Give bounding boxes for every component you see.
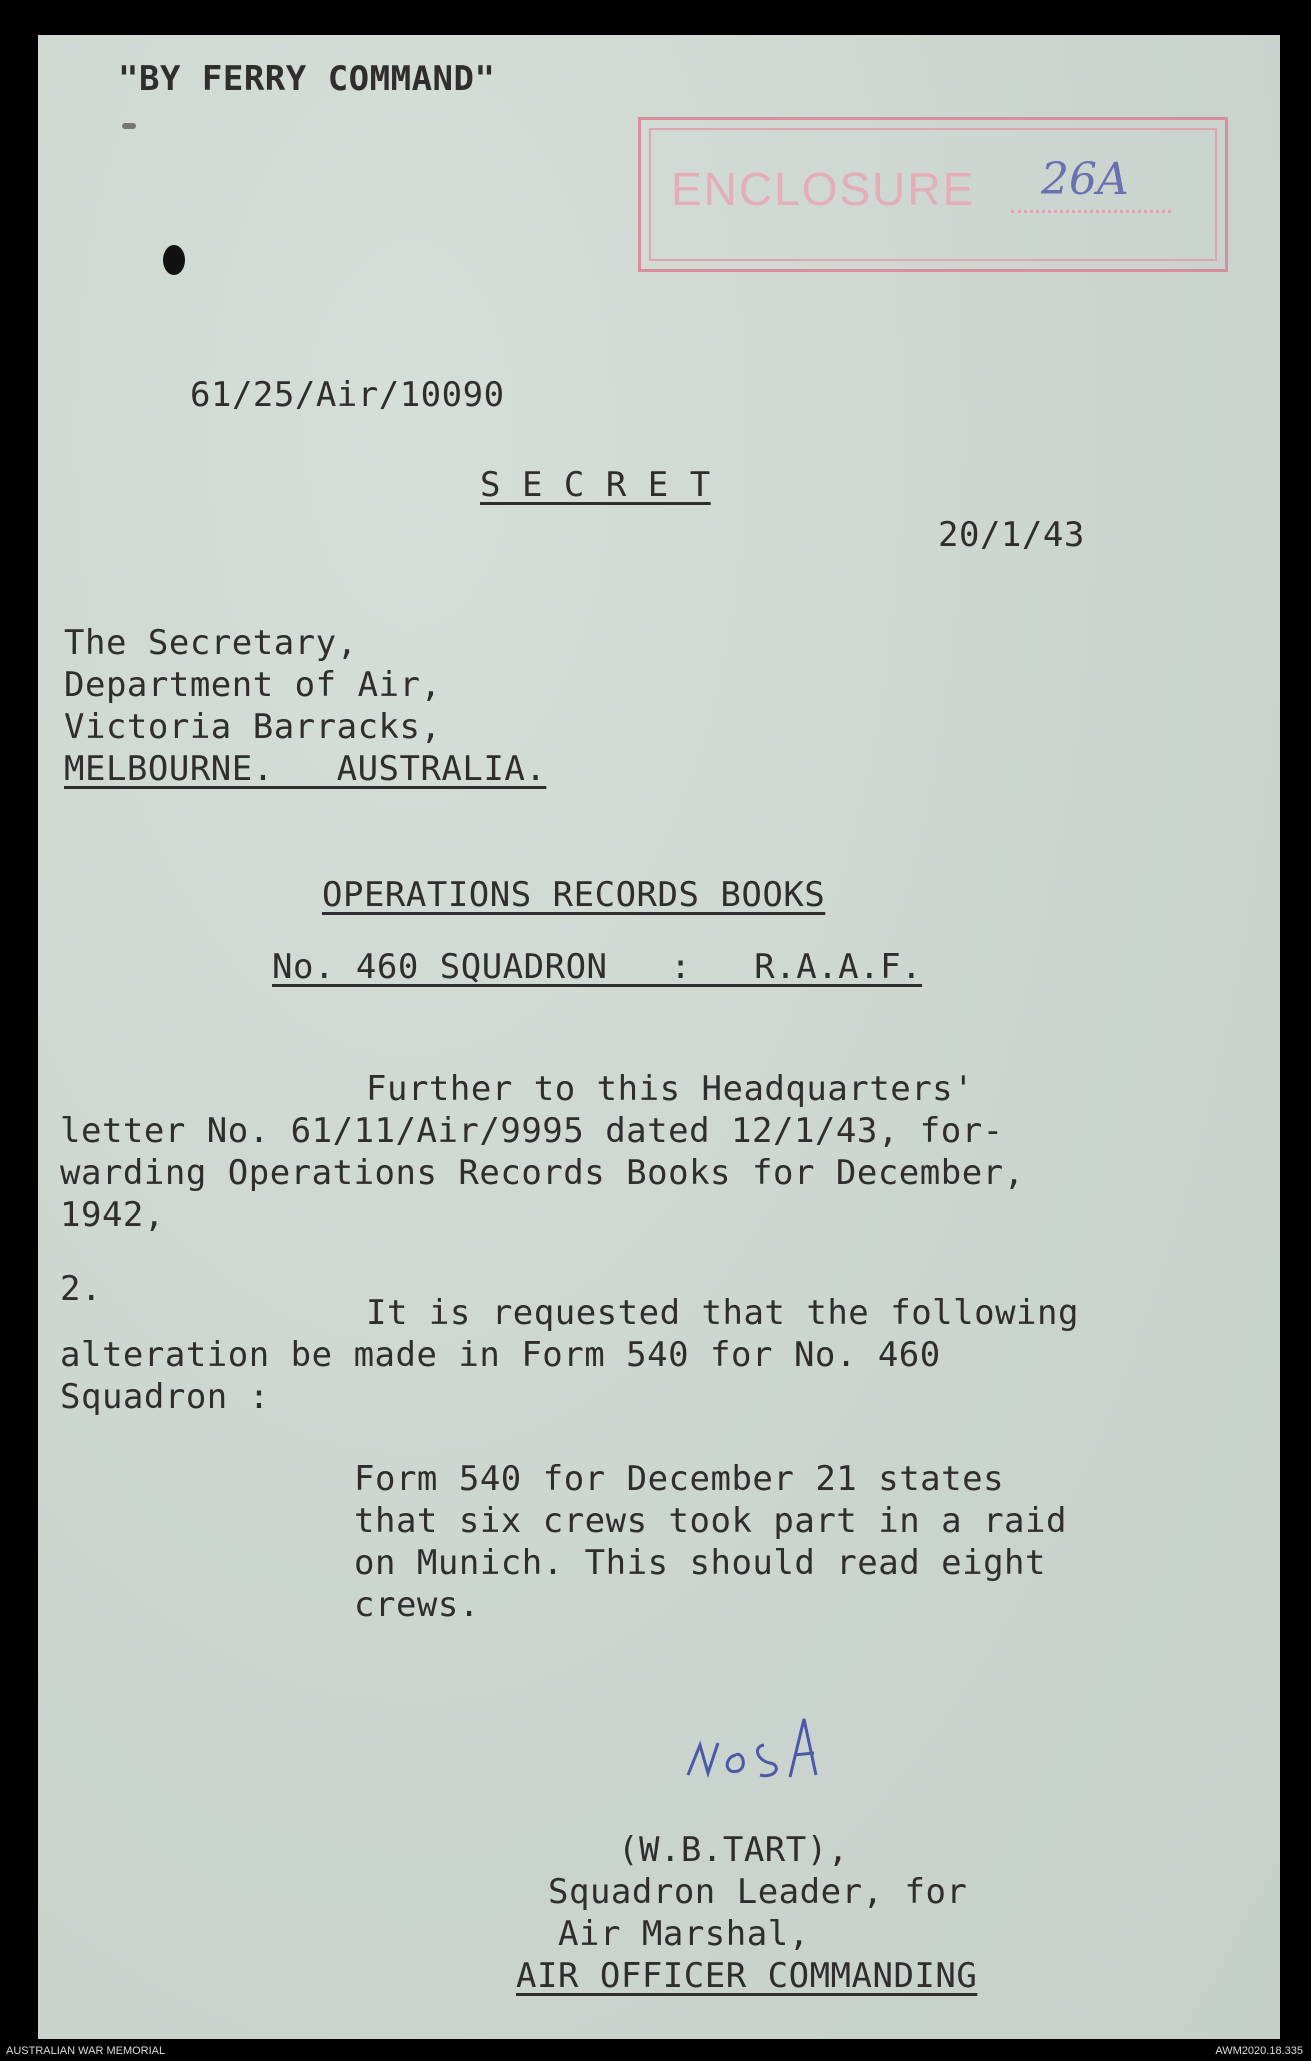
quoted-text: Form 540 for December 21 states [354,1459,1005,1499]
stamp-label: ENCLOSURE [671,163,976,215]
archive-credit: AUSTRALIAN WAR MEMORIAL [6,2045,166,2057]
punch-hole [163,245,185,275]
body-text: It is requested that the following [366,1293,1079,1333]
signatory-name: (W.B.TART), [618,1830,849,1870]
body-text: Squadron : [60,1377,270,1417]
address-line: Victoria Barracks, [64,707,442,747]
signatory-title: Air Marshal, [558,1914,810,1954]
quoted-text: on Munich. This should read eight [354,1543,1047,1583]
signatory-office: AIR OFFICER COMMANDING [516,1956,978,1996]
classification-heading: S E C R E T [480,465,711,505]
address-line: The Secretary, [64,623,358,663]
subject-heading: OPERATIONS RECORDS BOOKS [322,875,826,915]
subject-subheading: No. 460 SQUADRON : R.A.A.F. [272,947,923,987]
quoted-text: that six crews took part in a raid [354,1501,1067,1541]
body-text: letter No. 61/11/Air/9995 dated 12/1/43, for- [60,1111,1004,1151]
address-line: Department of Air, [64,665,442,705]
ink-speck [122,123,136,129]
body-text: 1942, [60,1195,165,1235]
quoted-text: crews. [354,1585,480,1625]
letter-date: 20/1/43 [938,515,1085,555]
reference-number: 61/25/Air/10090 [190,375,505,415]
handwritten-initials [678,1705,858,1795]
stamp-dotted-line [1011,210,1171,213]
address-line: MELBOURNE. AUSTRALIA. [64,749,547,789]
body-text: Further to this Headquarters' [366,1069,975,1109]
body-text: alteration be made in Form 540 for No. 460 [60,1335,941,1375]
body-text: warding Operations Records Books for December, [60,1153,1025,1193]
signatory-rank: Squadron Leader, for [548,1872,968,1912]
enclosure-stamp [638,117,1228,272]
paragraph-number: 2. [60,1269,102,1309]
transport-note: "BY FERRY COMMAND" [118,59,496,99]
archive-id: AWM2020.18.335 [1215,2045,1303,2057]
stamp-number: 26A [1041,154,1129,205]
document-page [38,35,1280,2039]
